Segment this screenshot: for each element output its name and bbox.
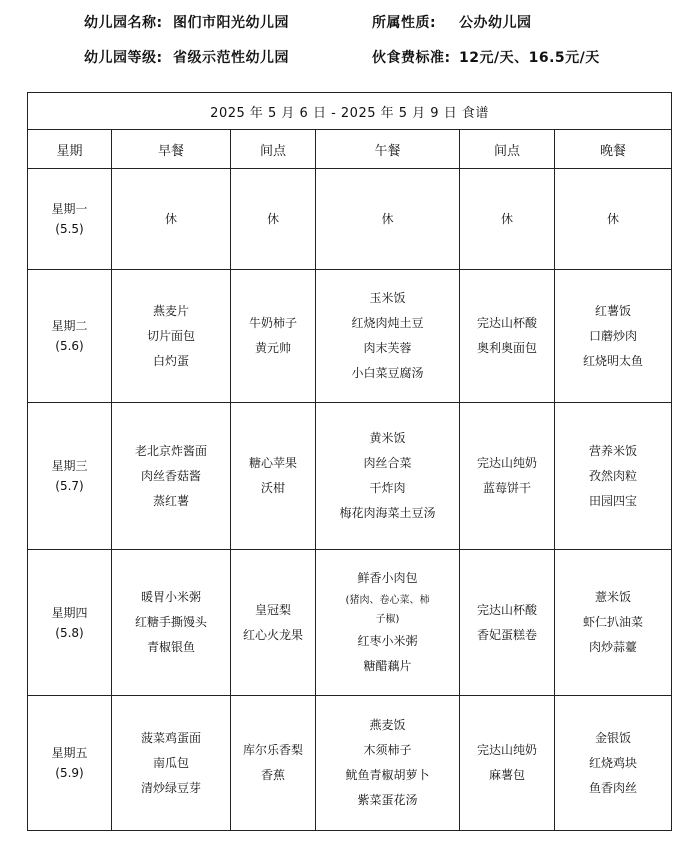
- table-row: [28, 270, 672, 403]
- weekday-date: (5.8): [55, 625, 84, 640]
- kindergarten-name-label: 幼儿园名称:: [84, 15, 163, 31]
- snack-1-cell: [231, 403, 316, 550]
- weekday-cell: [28, 696, 112, 831]
- menu-item: 子椒): [375, 614, 400, 625]
- column-header-snack-1: 间点: [231, 130, 316, 169]
- weekday-label: 星期五: [51, 746, 88, 760]
- menu-item: 红薯饭: [595, 303, 632, 318]
- menu-item: 紫菜蛋花汤: [357, 793, 418, 807]
- menu-item: 肉丝合菜: [363, 456, 412, 470]
- fee-standard-value: 12元/天、16.5元/天: [459, 50, 600, 66]
- menu-item: 糖醋藕片: [363, 659, 412, 673]
- weekday-label: 星期四: [51, 605, 88, 620]
- menu-item: 香蕉: [260, 768, 285, 782]
- menu-item: 玉米饭: [369, 291, 406, 305]
- menu-item: 皇冠梨: [254, 602, 291, 617]
- column-header-weekday: 星期: [28, 130, 112, 169]
- lunch-cell: [316, 696, 460, 831]
- weekday-label: 星期三: [51, 459, 88, 473]
- menu-item: 红烧鸡块: [589, 755, 638, 770]
- menu-item: 黄米饭: [369, 431, 406, 445]
- dinner-cell: [555, 169, 672, 270]
- menu-item: 肉末芙蓉: [363, 341, 412, 355]
- breakfast-cell: [112, 403, 231, 550]
- breakfast-cell: [112, 550, 231, 696]
- menu-item: 肉丝香菇酱: [140, 468, 201, 483]
- weekday-date: (5.6): [55, 339, 84, 353]
- breakfast-cell: [112, 169, 231, 270]
- menu-item: 完达山纯奶: [476, 743, 537, 757]
- menu-item: 田园四宝: [589, 493, 638, 508]
- weekday-cell: [28, 403, 112, 550]
- menu-item: 牛奶柿子: [248, 316, 297, 330]
- menu-item: 燕麦饭: [369, 718, 406, 732]
- snack-1-cell: [231, 270, 316, 403]
- snack-1-cell: [231, 550, 316, 696]
- menu-item: 沃柑: [260, 481, 285, 495]
- menu-item: 蓝莓饼干: [482, 481, 531, 495]
- weekday-date: (5.5): [55, 222, 84, 236]
- menu-item: 奥利奥面包: [476, 341, 537, 355]
- snack-1-cell: [231, 696, 316, 831]
- lunch-cell: [316, 169, 460, 270]
- menu-item: 糖心苹果: [248, 456, 297, 470]
- table-row: [28, 403, 672, 550]
- menu-item: 红枣小米粥: [357, 634, 418, 648]
- fee-standard-label: 伙食费标准:: [372, 50, 451, 66]
- menu-item: 木须柿子: [363, 743, 412, 757]
- menu-item: 完达山杯酸: [476, 316, 537, 330]
- snack-1-cell: [231, 169, 316, 270]
- menu-item: 薏米饭: [595, 590, 632, 604]
- menu-title: 2025 年 5 月 6 日 - 2025 年 5 月 9 日 食谱: [28, 93, 672, 130]
- menu-item: 梅花肉海菜土豆汤: [339, 506, 436, 520]
- snack-2-cell: [460, 169, 555, 270]
- menu-item: 休: [164, 211, 177, 226]
- menu-item: 休: [381, 211, 394, 226]
- menu-item: 完达山纯奶: [476, 456, 537, 470]
- nature-value: 公办幼儿园: [459, 15, 532, 31]
- menu-item: 清炒绿豆芽: [140, 780, 201, 795]
- menu-item: 青椒银鱼: [146, 640, 195, 654]
- menu-item: 红心火龙果: [242, 627, 303, 642]
- menu-item: 切片面包: [146, 328, 195, 343]
- menu-item: (猪肉、卷心菜、柿: [345, 595, 430, 606]
- menu-item: 蒸红薯: [152, 493, 189, 508]
- menu-item: 鱿鱼青椒胡萝卜: [345, 768, 430, 782]
- menu-item: 红烧肉炖土豆: [351, 316, 424, 330]
- table-row: [28, 169, 672, 270]
- menu-item: 香妃蛋糕卷: [476, 627, 537, 642]
- menu-table: [27, 92, 672, 831]
- table-row: [28, 550, 672, 696]
- menu-item: 金银饭: [595, 730, 632, 745]
- menu-item: 休: [266, 211, 279, 226]
- menu-item: 鲜香小肉包: [357, 571, 418, 585]
- weekday-cell: [28, 270, 112, 403]
- menu-item: 口蘑炒肉: [589, 328, 638, 343]
- breakfast-cell: [112, 270, 231, 403]
- weekday-date: (5.7): [55, 479, 84, 493]
- snack-2-cell: [460, 270, 555, 403]
- level-label: 幼儿园等级:: [84, 50, 163, 66]
- lunch-cell: [316, 270, 460, 403]
- weekday-label: 星期二: [51, 319, 88, 333]
- weekday-label: 星期一: [51, 202, 88, 216]
- dinner-cell: [555, 696, 672, 831]
- menu-item: 红烧明太鱼: [583, 353, 644, 368]
- menu-item: 燕麦片: [152, 303, 189, 318]
- menu-item: 完达山杯酸: [476, 602, 537, 617]
- weekday-cell: [28, 550, 112, 696]
- menu-item: 南瓜包: [152, 755, 189, 770]
- table-row: [28, 696, 672, 831]
- menu-item: 菠菜鸡蛋面: [140, 730, 201, 745]
- menu-item: 老北京炸酱面: [134, 443, 207, 458]
- snack-2-cell: [460, 403, 555, 550]
- weekday-cell: [28, 169, 112, 270]
- menu-item: 肉炒蒜薹: [589, 640, 638, 654]
- nature-label: 所属性质:: [372, 15, 437, 31]
- menu-item: 小白菜豆腐汤: [351, 366, 424, 380]
- column-header-lunch: 午餐: [316, 130, 460, 169]
- weekday-date: (5.9): [55, 766, 84, 780]
- menu-item: 虾仁扒油菜: [583, 615, 644, 629]
- menu-item: 白灼蛋: [152, 353, 189, 368]
- snack-2-cell: [460, 696, 555, 831]
- menu-item: 鱼香肉丝: [589, 780, 638, 795]
- menu-item: 干炸肉: [369, 481, 406, 495]
- dinner-cell: [555, 403, 672, 550]
- menu-item: 红糖手撕馒头: [134, 615, 207, 629]
- kindergarten-name-value: 图们市阳光幼儿园: [173, 15, 289, 31]
- level-value: 省级示范性幼儿园: [173, 50, 289, 66]
- menu-item: 麻薯包: [488, 768, 525, 782]
- column-header-breakfast: 早餐: [112, 130, 231, 169]
- dinner-cell: [555, 550, 672, 696]
- column-header-snack-2: 间点: [460, 130, 555, 169]
- menu-item: 暖胃小米粥: [140, 590, 201, 604]
- breakfast-cell: [112, 696, 231, 831]
- menu-item: 营养米饭: [589, 443, 638, 458]
- menu-item: 黄元帅: [254, 341, 291, 355]
- menu-item: 孜然肉粒: [589, 468, 638, 483]
- menu-item: 休: [607, 211, 620, 226]
- lunch-cell: [316, 403, 460, 550]
- menu-item: 库尔乐香梨: [242, 743, 303, 757]
- column-header-dinner: 晚餐: [555, 130, 672, 169]
- menu-item: 休: [500, 211, 513, 226]
- lunch-cell: [316, 550, 460, 696]
- snack-2-cell: [460, 550, 555, 696]
- dinner-cell: [555, 270, 672, 403]
